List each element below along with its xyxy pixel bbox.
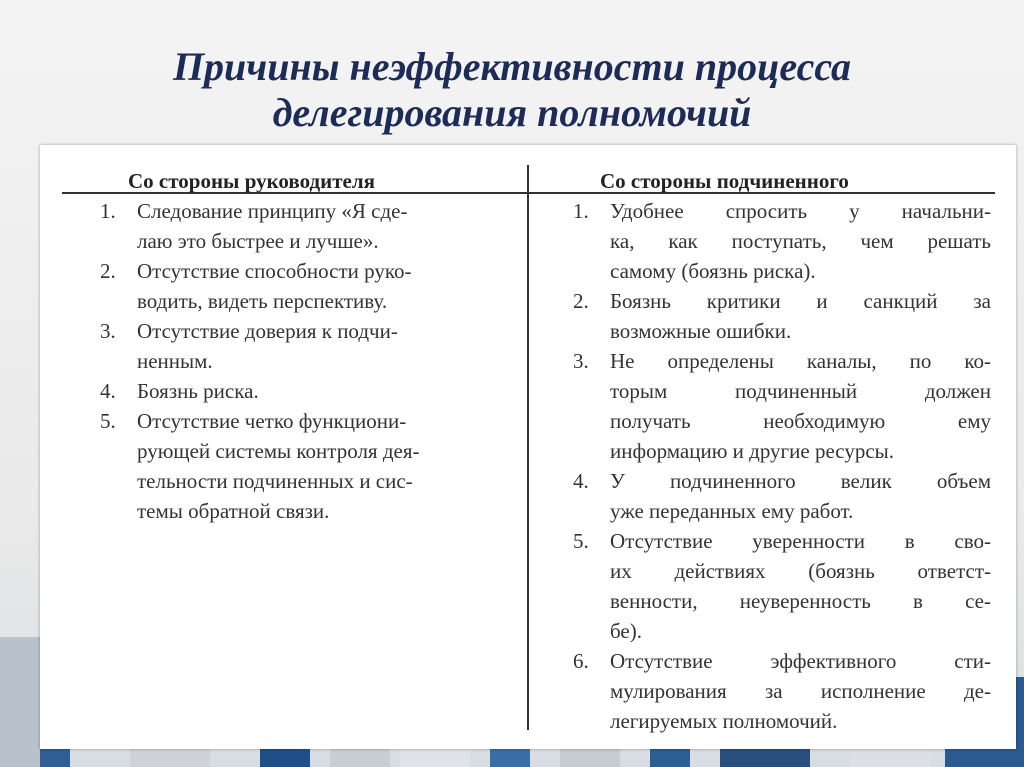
list-item — [100, 196, 520, 256]
item-text-line: Боязнь риска. — [137, 379, 259, 403]
list-item — [573, 196, 991, 286]
item-text-line: уже переданных ему работ. — [610, 499, 854, 523]
item-text-line: Боязнь критики и санкций за — [610, 289, 991, 313]
comparison-table — [40, 145, 1016, 749]
item-text-line: бе). — [610, 619, 642, 643]
item-number: 2. — [100, 259, 116, 283]
header-manager: Со стороны руководителя — [128, 169, 375, 193]
item-text-line: Не определены каналы, по ко- — [610, 349, 991, 373]
item-number: 1. — [100, 199, 116, 223]
item-text-line: ка, как поступать, чем решать — [610, 229, 991, 253]
list-item — [573, 466, 991, 526]
item-text-line: Отсутствие способности руко- — [137, 259, 412, 283]
list-item — [100, 316, 520, 376]
header-subordinate: Со стороны подчиненного — [600, 169, 849, 193]
item-text-line: их действиях (боязнь ответст- — [610, 559, 991, 583]
item-number: 5. — [100, 409, 116, 433]
title-line: Причины неэффективности процесса — [172, 44, 852, 89]
item-text-line: самому (боязнь риска). — [610, 259, 816, 283]
subordinate-list — [573, 196, 991, 736]
item-text-line: Отсутствие уверенности в сво- — [610, 529, 991, 553]
item-number: 6. — [573, 649, 589, 673]
item-text-line: лаю это быстрее и лучше». — [137, 229, 379, 253]
item-text-line: венности, неуверенность в се- — [610, 589, 991, 613]
item-number: 5. — [573, 529, 589, 553]
list-item — [573, 646, 991, 736]
item-text-line: информацию и другие ресурсы. — [610, 439, 895, 463]
item-number: 3. — [573, 349, 589, 373]
item-text-line: Следование принципу «Я сде- — [137, 199, 408, 223]
manager-list — [100, 196, 520, 526]
item-text-line: Отсутствие четко функциони- — [137, 409, 407, 433]
column-divider — [527, 165, 529, 730]
list-item — [100, 406, 520, 526]
item-text-line: мулирования за исполнение де- — [610, 679, 991, 703]
list-item — [573, 346, 991, 466]
item-number: 1. — [573, 199, 589, 223]
item-number: 4. — [100, 379, 116, 403]
item-text-line: рующей системы контроля дея- — [137, 439, 420, 463]
item-number: 3. — [100, 319, 116, 343]
list-item — [573, 526, 991, 646]
slide-title — [0, 44, 1024, 136]
item-text-line: торым подчиненный должен — [610, 379, 991, 403]
item-text-line: тельности подчиненных и сис- — [137, 469, 413, 493]
item-text-line: темы обратной связи. — [137, 499, 330, 523]
item-text-line: Удобнее спросить у начальни- — [610, 199, 991, 223]
item-number: 4. — [573, 469, 589, 493]
item-text-line: Отсутствие эффективного сти- — [610, 649, 991, 673]
item-number: 2. — [573, 289, 589, 313]
list-item — [573, 286, 991, 346]
title-line: делегирования полномочий — [272, 90, 752, 135]
item-text-line: У подчиненного велик объем — [610, 469, 991, 493]
list-item — [100, 256, 520, 316]
list-item — [100, 376, 520, 406]
item-text-line: получать необходимую ему — [610, 409, 991, 433]
item-text-line: Отсутствие доверия к подчи- — [137, 319, 398, 343]
item-text-line: водить, видеть перспективу. — [137, 289, 388, 313]
item-text-line: возможные ошибки. — [610, 319, 792, 343]
item-text-line: легируемых полномочий. — [610, 709, 838, 733]
item-text-line: ненным. — [137, 349, 213, 373]
